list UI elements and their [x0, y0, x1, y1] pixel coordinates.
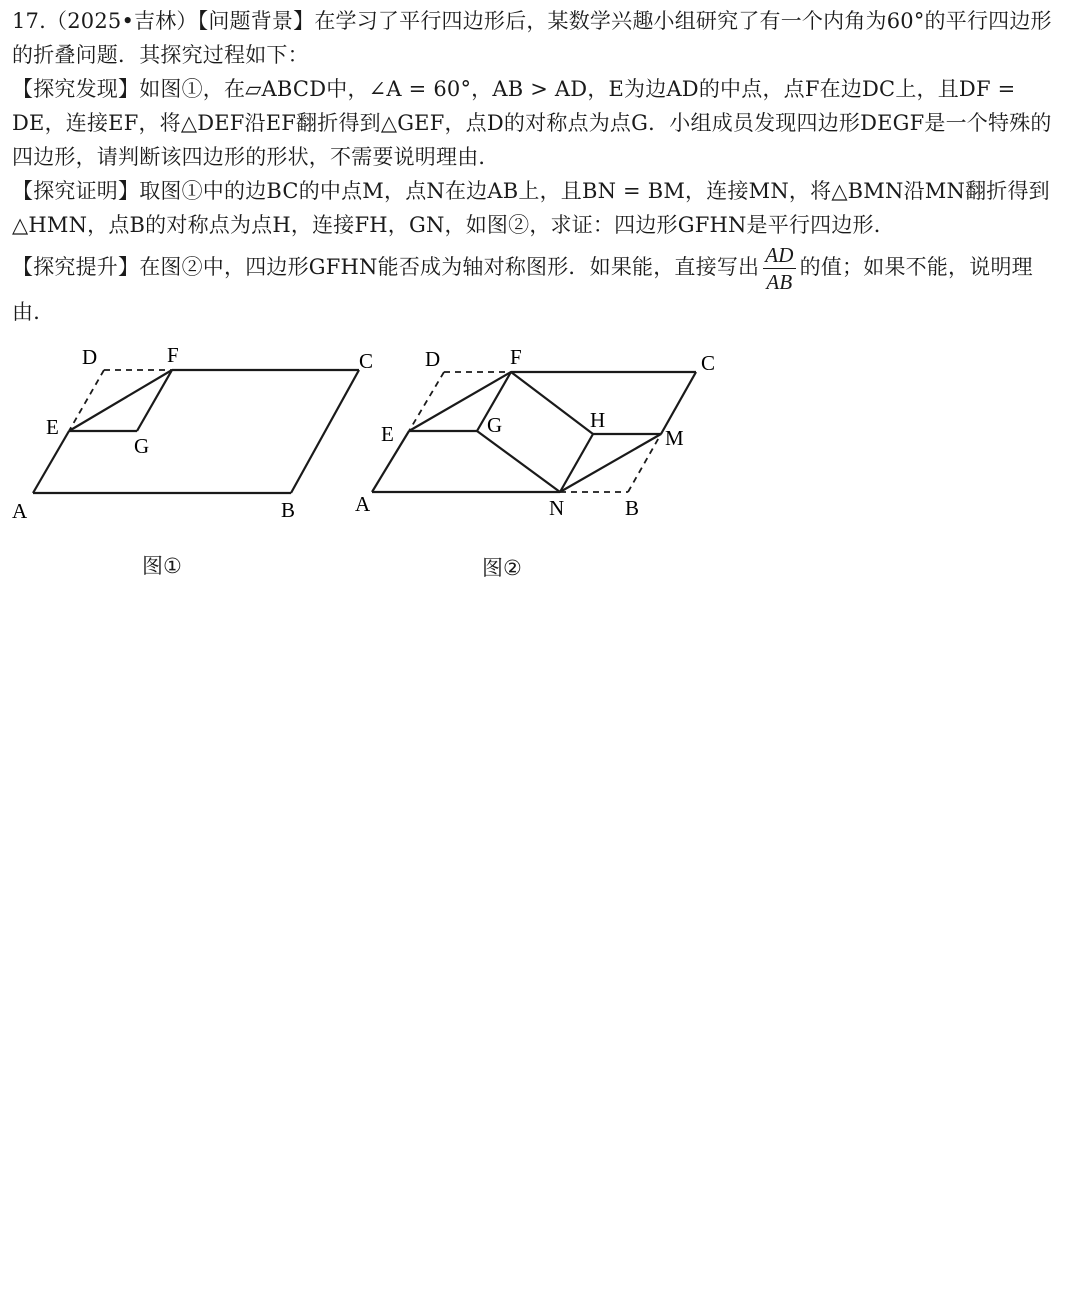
fraction-numerator: AD — [765, 243, 794, 267]
fig2-segment-nm — [560, 434, 661, 492]
problem-text — [12, 4, 1070, 329]
fig1-label-e: E — [46, 415, 59, 439]
fig2-segment-fh — [511, 372, 593, 434]
advance-text-after: 的值；如果不能，说明理由． — [12, 255, 1033, 324]
fig1-side-bc — [291, 370, 359, 493]
fig2-label-h: H — [590, 408, 606, 432]
fig2-label-b: B — [625, 496, 640, 520]
fig2-label-m: M — [665, 426, 684, 450]
figure-1 — [0, 340, 740, 590]
fig2-dashed-de — [409, 372, 444, 431]
fig1-segment-ef — [69, 370, 172, 431]
fig2-label-e: E — [381, 422, 394, 446]
fraction-denominator: AB — [763, 268, 795, 295]
fig2-label-c: C — [701, 351, 716, 375]
ad-over-ab-fraction — [763, 242, 795, 295]
advance-text-before: 【探究提升】在图②中，四边形GFHN能否成为轴对称图形．如果能，直接写出 — [12, 255, 760, 279]
discovery-paragraph: 【探究发现】如图①，在▱ABCD中，∠A = 60°，AB > AD，E为边AD的中点，点F在边DC上，且DF = DE，连接EF，将△DEF沿EF翻折得到△GEF，点D的对称点为点G．小组成员发现四边形DEGF是一个特殊的四边形，请判断该四边形的形状，不需要说明理由． — [12, 77, 1052, 169]
fig1-side-ea — [33, 431, 69, 493]
proof-paragraph: 【探究证明】取图①中的边BC的中点M，点N在边AB上，且BN = BM，连接MN，将△BMN沿MN翻折得到△HMN，点B的对称点为点H，连接FH，GN，如图②，求证：四边形GFHN是平行四边形． — [12, 179, 1050, 237]
fig2-label-a: A — [355, 492, 371, 516]
fig2-label-g: G — [487, 413, 503, 437]
problem-header: 17.（2025•吉林）【问题背景】在学习了平行四边形后，某数学兴趣小组研究了有一个内角为60°的平行四边形的折叠问题．其探究过程如下： — [12, 9, 1052, 67]
figures — [0, 340, 740, 590]
fig2-label-f: F — [510, 345, 522, 369]
fig2-label-n: N — [549, 496, 565, 520]
fig1-label-a: A — [12, 499, 28, 523]
advance-paragraph — [12, 242, 1070, 329]
fig2-label-d: D — [425, 347, 441, 371]
fig2-side-mc — [661, 372, 696, 434]
fig1-label-c: C — [359, 349, 374, 373]
fig1-label-g: G — [134, 434, 150, 458]
fig1-label-f: F — [167, 343, 179, 367]
figure-2-caption: 图② — [482, 556, 522, 580]
fig2-segment-gn — [477, 431, 560, 492]
fig1-label-d: D — [82, 345, 98, 369]
fig1-label-b: B — [281, 498, 296, 522]
figure-1-caption: 图① — [142, 554, 182, 578]
